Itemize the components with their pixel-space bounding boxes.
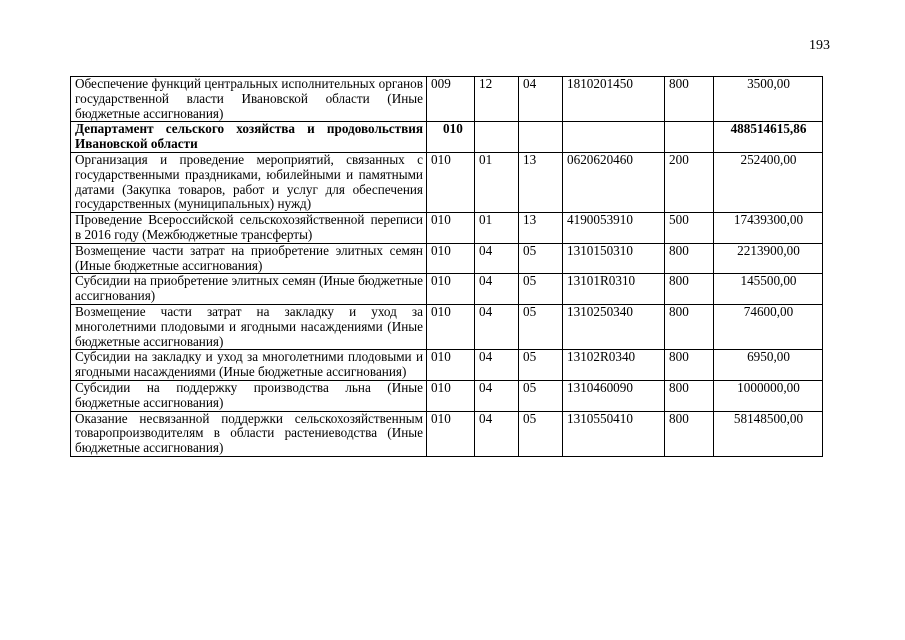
row-amount: 3500,00 bbox=[714, 77, 823, 122]
row-name: Субсидии на приобретение элитных семян (Иные бюджетные ассигнования) bbox=[71, 274, 427, 305]
row-section-code: 04 bbox=[475, 243, 519, 274]
row-name: Субсидии на поддержку производства льна (Иные бюджетные ассигнования) bbox=[71, 380, 427, 411]
table-row bbox=[71, 243, 823, 274]
row-amount: 488514615,86 bbox=[714, 122, 823, 153]
table-row bbox=[71, 411, 823, 456]
row-target-code: 1310460090 bbox=[563, 380, 665, 411]
row-subsection-code: 05 bbox=[519, 411, 563, 456]
row-subsection-code bbox=[519, 122, 563, 153]
table-row-department bbox=[71, 122, 823, 153]
row-ministry-code: 010 bbox=[427, 152, 475, 212]
row-section-code: 12 bbox=[475, 77, 519, 122]
row-subsection-code: 05 bbox=[519, 380, 563, 411]
row-expense-code bbox=[665, 122, 714, 153]
row-name: Департамент сельского хозяйства и продовольствия Ивановской области bbox=[71, 122, 427, 153]
row-expense-code: 800 bbox=[665, 411, 714, 456]
row-subsection-code: 05 bbox=[519, 274, 563, 305]
row-ministry-code: 010 bbox=[427, 122, 475, 153]
row-target-code: 0620620460 bbox=[563, 152, 665, 212]
row-name: Возмещение части затрат на приобретение элитных семян (Иные бюджетные ассигнования) bbox=[71, 243, 427, 274]
row-ministry-code: 010 bbox=[427, 380, 475, 411]
row-subsection-code: 04 bbox=[519, 77, 563, 122]
row-section-code: 01 bbox=[475, 213, 519, 244]
row-amount: 6950,00 bbox=[714, 350, 823, 381]
row-section-code: 04 bbox=[475, 411, 519, 456]
row-name: Организация и проведение мероприятий, связанных с государственными праздниками, юбилейными и памятными датами (Закупка товаров, работ и услуг для обеспечения государственных (муниципальных) нужд) bbox=[71, 152, 427, 212]
row-target-code: 1310550410 bbox=[563, 411, 665, 456]
row-subsection-code: 05 bbox=[519, 304, 563, 349]
row-name: Проведение Всероссийской сельскохозяйственной переписи в 2016 году (Межбюджетные трансферты) bbox=[71, 213, 427, 244]
row-target-code: 1310150310 bbox=[563, 243, 665, 274]
row-target-code: 1810201450 bbox=[563, 77, 665, 122]
row-expense-code: 800 bbox=[665, 350, 714, 381]
row-name: Оказание несвязанной поддержки сельскохозяйственным товаропроизводителям в области растениеводства (Иные бюджетные ассигнования) bbox=[71, 411, 427, 456]
row-ministry-code: 010 bbox=[427, 274, 475, 305]
row-section-code: 04 bbox=[475, 304, 519, 349]
table-row bbox=[71, 152, 823, 212]
table-row bbox=[71, 350, 823, 381]
table-row bbox=[71, 304, 823, 349]
row-ministry-code: 010 bbox=[427, 350, 475, 381]
table-row bbox=[71, 274, 823, 305]
row-expense-code: 800 bbox=[665, 274, 714, 305]
row-subsection-code: 13 bbox=[519, 152, 563, 212]
row-amount: 74600,00 bbox=[714, 304, 823, 349]
row-ministry-code: 010 bbox=[427, 243, 475, 274]
row-amount: 1000000,00 bbox=[714, 380, 823, 411]
row-name: Субсидии на закладку и уход за многолетними плодовыми и ягодными насаждениями (Иные бюджетные ассигнования) bbox=[71, 350, 427, 381]
row-section-code: 04 bbox=[475, 350, 519, 381]
table-row bbox=[71, 213, 823, 244]
page-number: 193 bbox=[809, 38, 830, 53]
row-amount: 17439300,00 bbox=[714, 213, 823, 244]
row-section-code: 04 bbox=[475, 274, 519, 305]
row-amount: 252400,00 bbox=[714, 152, 823, 212]
row-expense-code: 200 bbox=[665, 152, 714, 212]
row-target-code: 1310250340 bbox=[563, 304, 665, 349]
budget-table bbox=[70, 76, 823, 457]
row-target-code: 13102R0340 bbox=[563, 350, 665, 381]
row-amount: 145500,00 bbox=[714, 274, 823, 305]
row-section-code: 01 bbox=[475, 152, 519, 212]
row-expense-code: 500 bbox=[665, 213, 714, 244]
row-ministry-code: 010 bbox=[427, 213, 475, 244]
table-row bbox=[71, 380, 823, 411]
row-target-code: 13101R0310 bbox=[563, 274, 665, 305]
row-expense-code: 800 bbox=[665, 304, 714, 349]
row-section-code: 04 bbox=[475, 380, 519, 411]
row-expense-code: 800 bbox=[665, 243, 714, 274]
row-section-code bbox=[475, 122, 519, 153]
row-name: Возмещение части затрат на закладку и уход за многолетними плодовыми и ягодными насаждениями (Иные бюджетные ассигнования) bbox=[71, 304, 427, 349]
row-ministry-code: 010 bbox=[427, 411, 475, 456]
row-target-code bbox=[563, 122, 665, 153]
row-name: Обеспечение функций центральных исполнительных органов государственной власти Ивановской области (Иные бюджетные ассигнования) bbox=[71, 77, 427, 122]
row-subsection-code: 13 bbox=[519, 213, 563, 244]
row-expense-code: 800 bbox=[665, 77, 714, 122]
row-subsection-code: 05 bbox=[519, 350, 563, 381]
row-expense-code: 800 bbox=[665, 380, 714, 411]
row-amount: 2213900,00 bbox=[714, 243, 823, 274]
row-amount: 58148500,00 bbox=[714, 411, 823, 456]
row-ministry-code: 009 bbox=[427, 77, 475, 122]
row-subsection-code: 05 bbox=[519, 243, 563, 274]
table-row bbox=[71, 77, 823, 122]
row-target-code: 4190053910 bbox=[563, 213, 665, 244]
row-ministry-code: 010 bbox=[427, 304, 475, 349]
